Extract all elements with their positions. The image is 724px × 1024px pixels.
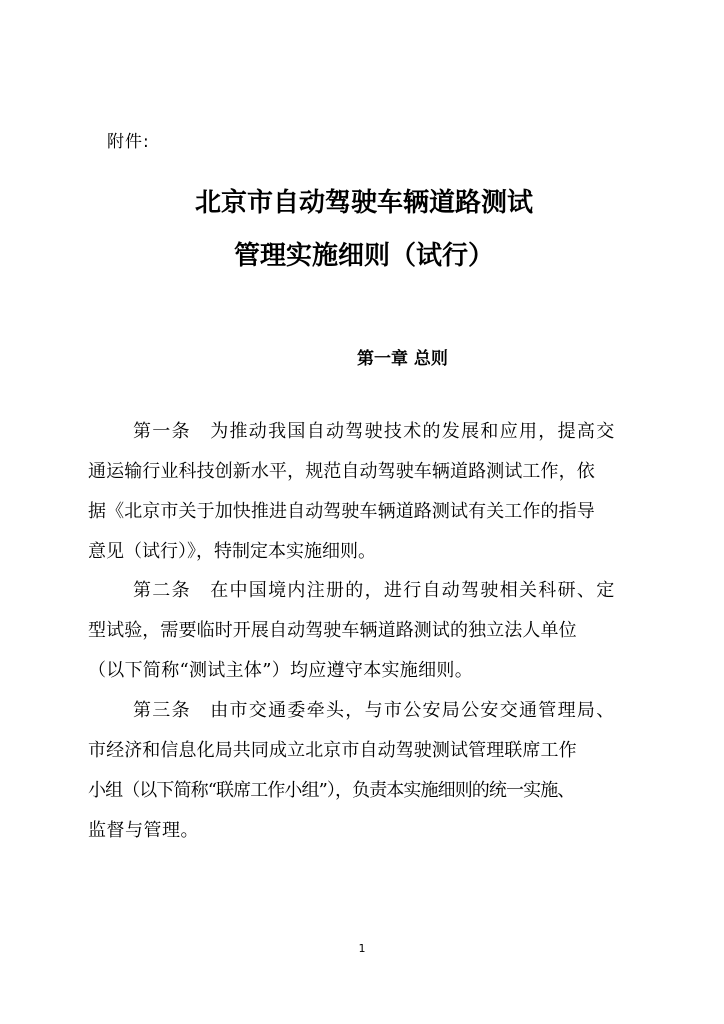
attachment-label: 附件: [107,132,150,152]
article-3-line-1: 第三条 由市交通委牵头，与市公安局公安交通管理局、 [133,700,616,721]
article-3-line-2: 市经济和信息化局共同成立北京市自动驾驶测试管理联席工作 [88,740,577,761]
chapter-heading: 第一章 总则 [357,349,448,369]
article-1-line-2: 通运输行业科技创新水平，规范自动驾驶车辆道路测试工作，依 [88,461,595,482]
article-3-line-4: 监督与管理。 [88,820,199,841]
document-title-line-2: 管理实施细则（试行） [233,241,494,271]
article-2-line-2: 型试验，需要临时开展自动驾驶车辆道路测试的独立法人单位 [88,620,577,641]
article-1-line-1: 第一条 为推动我国自动驾驶技术的发展和应用，提高交 [133,421,616,442]
article-1-line-4: 意见（试行）》，特制定本实施细则。 [88,541,376,562]
article-1-line-3: 据《北京市关于加快推进自动驾驶车辆道路测试有关工作的指导 [88,501,595,522]
article-2-line-1: 第二条 在中国境内注册的，进行自动驾驶相关科研、定 [133,580,616,601]
article-2-line-3: （以下简称“测试主体”）均应遵守本实施细则。 [88,660,474,681]
page-number: 1 [358,942,366,955]
document-title-line-1: 北京市自动驾驶车辆道路测试 [194,188,533,218]
article-3-line-3: 小组（以下简称“联席工作小组”），负责本实施细则的统一实施、 [88,780,575,801]
